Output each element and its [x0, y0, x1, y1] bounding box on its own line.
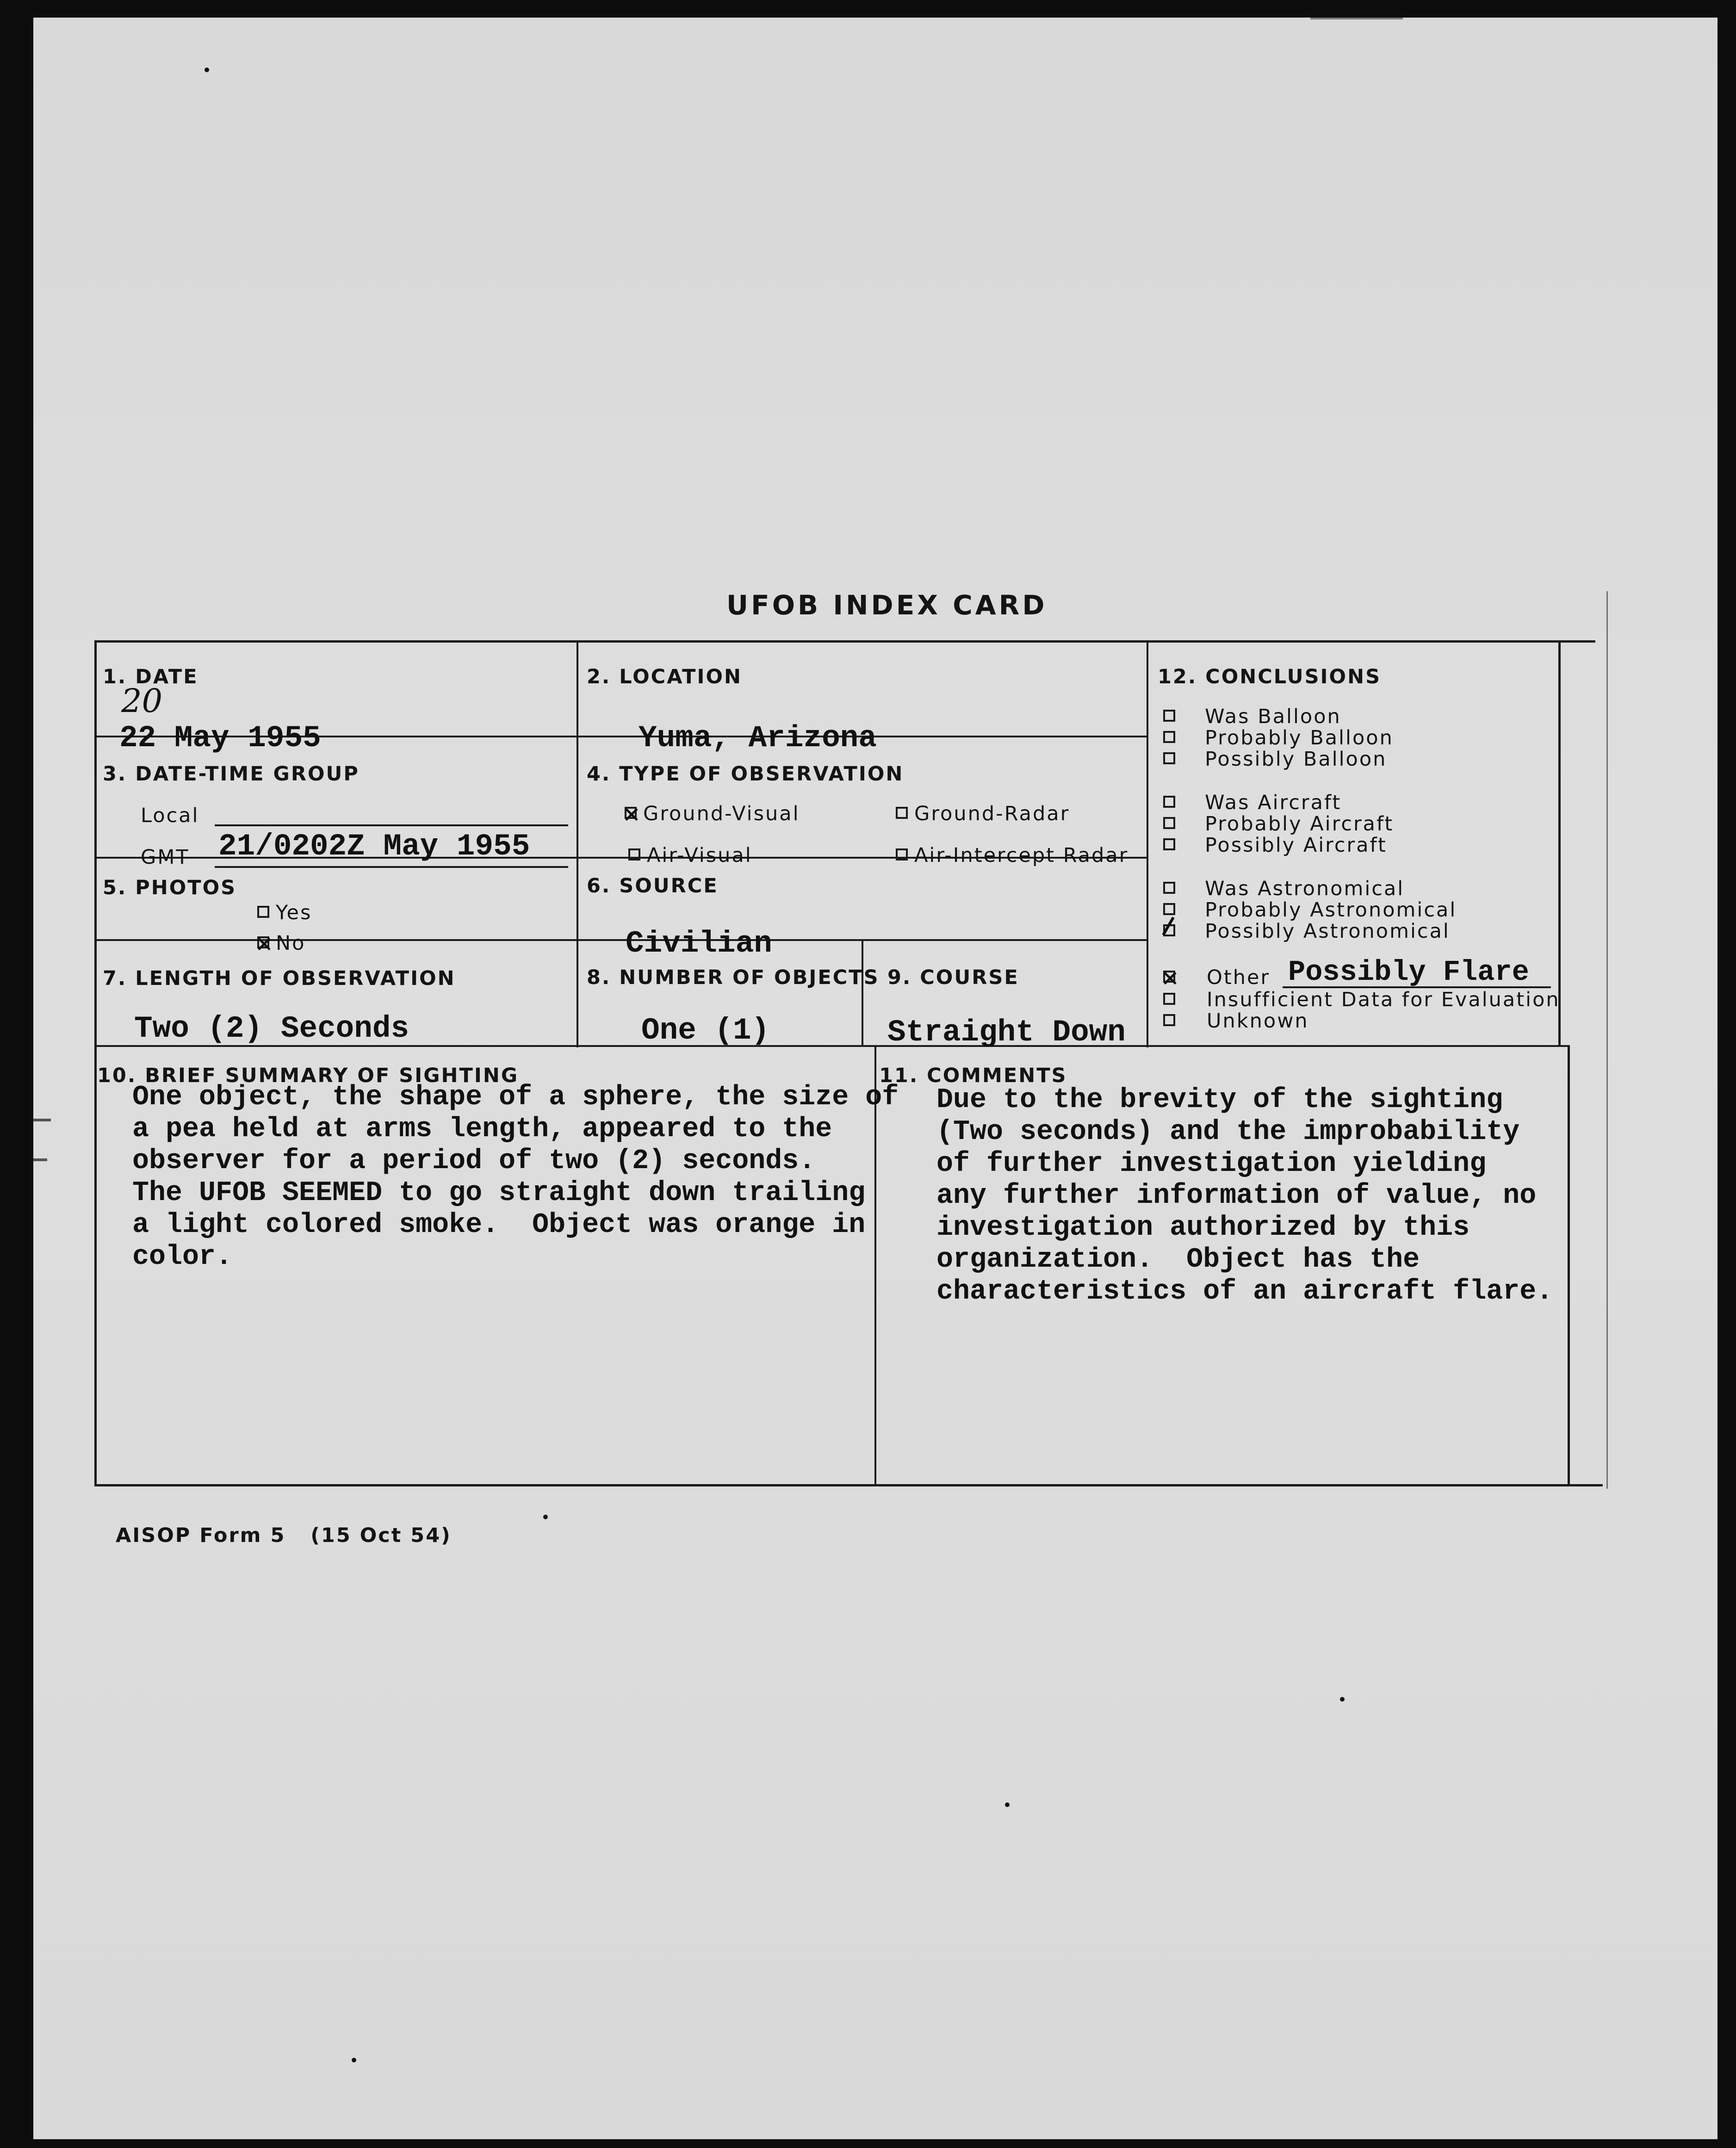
probably-aircraft-label: Probably Aircraft	[1205, 812, 1394, 836]
photos-yes-label: Yes	[276, 901, 312, 924]
photos-no-checkbox[interactable]	[257, 936, 269, 948]
other-checkbox[interactable]	[1163, 971, 1175, 983]
form-number: AISOP Form 5 (15 Oct 54)	[116, 1524, 452, 1547]
divider-col2	[1147, 640, 1148, 1047]
air-intercept-radar-checkbox[interactable]	[896, 848, 908, 860]
card-edge-shadow	[1606, 591, 1608, 1489]
divider-row3	[94, 939, 1148, 941]
possibly-aircraft-label: Possibly Aircraft	[1205, 834, 1387, 857]
form-left-border	[94, 640, 97, 1486]
photos-label: 5. PHOTOS	[103, 876, 237, 899]
number-of-objects-value: One (1)	[641, 1013, 770, 1048]
scan-speck	[1340, 1697, 1345, 1702]
photos-yes-checkbox[interactable]	[257, 906, 269, 918]
probably-aircraft-checkbox[interactable]	[1163, 817, 1175, 829]
source-value: Civilian	[626, 926, 772, 961]
form-right-border-lower	[1568, 1045, 1570, 1486]
summary-label: 10. BRIEF SUMMARY OF SIGHTING	[97, 1064, 519, 1087]
gmt-label: GMT	[141, 846, 190, 869]
insufficient-data-label: Insufficient Data for Evaluation	[1207, 988, 1560, 1011]
length-of-observation-value: Two (2) Seconds	[134, 1011, 409, 1046]
local-label: Local	[141, 804, 199, 827]
was-aircraft-checkbox[interactable]	[1163, 796, 1175, 808]
ground-radar-label: Ground-Radar	[914, 802, 1070, 825]
air-visual-label: Air-Visual	[647, 844, 752, 867]
comments-label: 11. COMMENTS	[879, 1064, 1067, 1087]
ground-visual-checkbox[interactable]	[625, 807, 637, 819]
scan-mark	[33, 1119, 51, 1121]
date-value: 22 May 1955	[119, 721, 321, 755]
date-handwritten-day: 20	[121, 682, 163, 720]
date-label: 1. DATE	[103, 665, 198, 688]
scan-mark	[33, 1158, 47, 1161]
scan-speck	[1005, 1802, 1010, 1807]
form-bottom-border	[94, 1484, 1603, 1486]
number-of-objects-label: 8. NUMBER OF OBJECTS	[587, 966, 880, 989]
scan-mark	[1310, 18, 1403, 19]
ground-radar-checkbox[interactable]	[896, 807, 908, 819]
comments-text: Due to the brevity of the sighting (Two seconds) and the improbability of further investigation yielding any further information of value, no investigation authorized by this organization. Object has the characteristics of an aircraft flare.	[936, 1084, 1553, 1307]
conclusions-label: 12. CONCLUSIONS	[1158, 665, 1382, 688]
was-balloon-checkbox[interactable]	[1163, 710, 1175, 722]
possibly-balloon-checkbox[interactable]	[1163, 752, 1175, 764]
source-label: 6. SOURCE	[587, 874, 719, 898]
probably-balloon-label: Probably Balloon	[1205, 726, 1394, 749]
form-top-border	[94, 640, 1595, 643]
unknown-checkbox[interactable]	[1163, 1014, 1175, 1026]
location-value: Yuma, Arizona	[639, 721, 877, 755]
course-value: Straight Down	[887, 1015, 1126, 1050]
possibly-balloon-label: Possibly Balloon	[1205, 748, 1387, 771]
card-title: UFOB INDEX CARD	[726, 589, 1048, 621]
probably-astronomical-label: Probably Astronomical	[1205, 898, 1457, 922]
type-of-observation-label: 4. TYPE OF OBSERVATION	[587, 762, 904, 786]
scan-speck	[352, 2058, 356, 2062]
location-label: 2. LOCATION	[587, 665, 743, 688]
summary-text: One object, the shape of a sphere, the size of a pea held at arms length, appeared to the observer for a period of two (2) seconds. The UFOB SEEMED to go straight down trailing a light colored smoke. Object was orange in color.	[132, 1082, 899, 1273]
scan-speck	[543, 1515, 548, 1519]
possibly-aircraft-checkbox[interactable]	[1163, 838, 1175, 850]
divider-objects-course	[862, 939, 863, 1046]
other-label: Other	[1207, 966, 1271, 989]
probably-balloon-checkbox[interactable]	[1163, 731, 1175, 743]
was-aircraft-label: Was Aircraft	[1205, 791, 1342, 814]
air-intercept-radar-label: Air-Intercept Radar	[914, 844, 1129, 867]
divider-col1	[577, 640, 578, 1047]
photos-no-label: No	[276, 932, 306, 955]
scan-speck	[205, 68, 209, 72]
unknown-label: Unknown	[1207, 1009, 1309, 1033]
date-time-group-label: 3. DATE-TIME GROUP	[103, 762, 360, 786]
probably-astronomical-checkbox[interactable]	[1163, 903, 1175, 915]
length-of-observation-label: 7. LENGTH OF OBSERVATION	[103, 967, 456, 990]
ground-visual-label: Ground-Visual	[643, 802, 800, 825]
was-balloon-label: Was Balloon	[1205, 705, 1341, 728]
gmt-value: 21/0202Z May 1955	[218, 829, 530, 864]
course-label: 9. COURSE	[887, 966, 1019, 989]
possibly-astronomical-label: Possibly Astronomical	[1205, 920, 1450, 943]
document-page	[33, 18, 1717, 2139]
gmt-underline	[215, 866, 568, 868]
was-astronomical-checkbox[interactable]	[1163, 882, 1175, 894]
other-value: Possibly Flare	[1288, 956, 1529, 989]
possibly-astronomical-checkbox[interactable]	[1163, 924, 1175, 936]
air-visual-checkbox[interactable]	[628, 848, 640, 860]
was-astronomical-label: Was Astronomical	[1205, 877, 1405, 900]
local-underline	[215, 824, 568, 826]
insufficient-data-checkbox[interactable]	[1163, 993, 1175, 1005]
form-right-border-upper	[1558, 640, 1561, 1045]
